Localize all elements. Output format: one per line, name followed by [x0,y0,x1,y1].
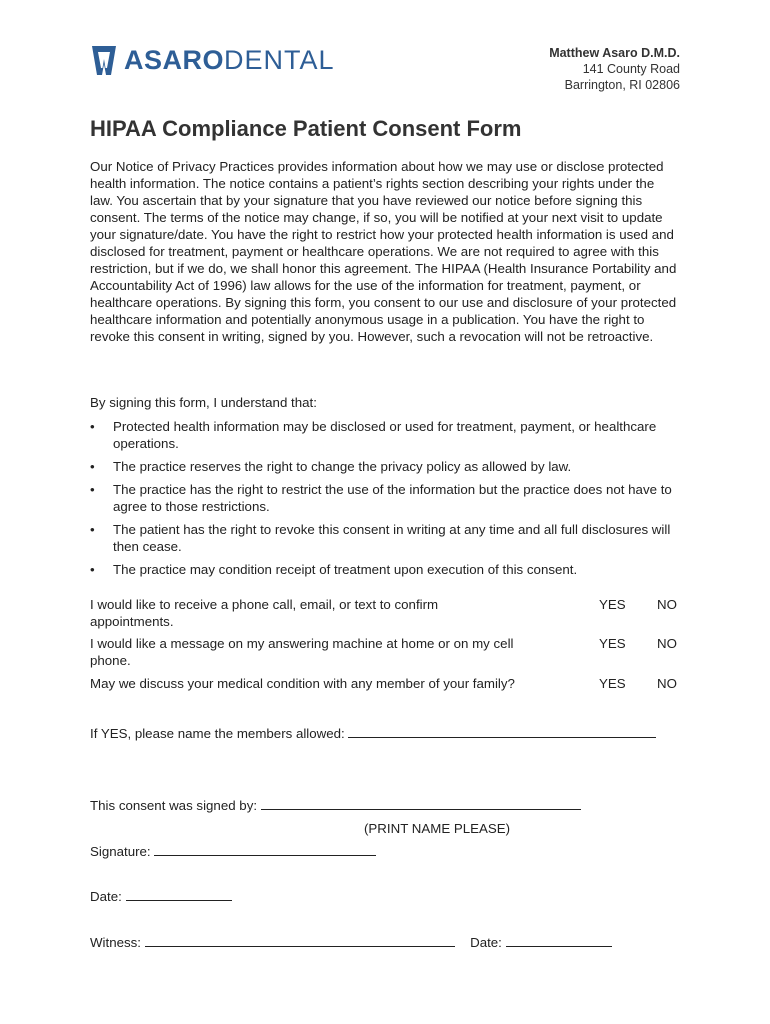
list-item [90,561,680,578]
bullet-marker: • [90,459,95,474]
date-row [90,888,232,905]
witness-label: Witness: [90,935,141,950]
yes-option[interactable]: YES [599,597,626,612]
question-text: I would like to receive a phone call, email, or text to confirm appointments. [90,597,439,629]
logo-bold-text: ASARO [124,45,225,75]
no-option[interactable]: NO [657,676,677,691]
logo-light-text: DENTAL [224,45,335,75]
signature-label: Signature: [90,844,151,859]
city-state-zip: Barrington, RI 02806 [564,78,680,92]
logo-wordmark [124,44,335,76]
date-label: Date: [90,889,122,904]
question-discuss-family [90,675,680,692]
witness-date-label: Date: [470,935,502,950]
logo [90,44,335,76]
signed-by-row [90,797,581,814]
list-item-text: The practice reserves the right to change the privacy policy as allowed by law. [113,459,572,474]
yes-option[interactable]: YES [599,636,626,651]
members-allowed-label: If YES, please name the members allowed: [90,726,345,741]
understanding-intro: By signing this form, I understand that: [90,395,317,410]
date-field[interactable] [126,888,232,901]
members-allowed-field[interactable] [348,725,656,738]
list-item-text: The patient has the right to revoke this consent in writing at any time and all full disclosures will then cease. [113,522,671,554]
question-confirm-appointments [90,596,680,630]
question-text: May we discuss your medical condition with any member of your family? [90,676,515,691]
no-option[interactable]: NO [657,636,677,651]
question-answering-machine [90,635,680,669]
signed-by-label: This consent was signed by: [90,798,258,813]
list-item [90,481,680,515]
question-text: I would like a message on my answering machine at home or on my cell phone. [90,636,514,668]
bullet-marker: • [90,562,95,577]
witness-row [90,934,612,951]
members-allowed-row [90,725,656,742]
street-address: 141 County Road [582,62,680,76]
privacy-notice-paragraph: Our Notice of Privacy Practices provides information about how we may use or disclose protected health information. The notice contains a patient’s rights section describing your rights under the law. You ascertain that by your signature that you have reviewed our notice before signing this consent. The terms of the notice may change, if so, you will be notified at your next visit to update your signature/date. You have the right to restrict how your protected health information is used and disclosed for treatment, payment or healthcare operations. We are not required to agree with this restriction, but if we do, we shall honor this agreement. The HIPAA (Health Insurance Portability and Accountability Act of 1996) law allows for the use of the information for treatment, payment, or healthcare operations. By signing this form, you consent to our use and disclosure of your protected healthcare information and potentially anonymous usage in a publication. You have the right to revoke this consent in writing, signed by you. However, such a revocation will not be retroactive. [90,159,677,344]
signed-by-name-field[interactable] [261,797,581,810]
witness-field[interactable] [145,934,455,947]
signature-field[interactable] [154,843,376,856]
list-item [90,418,680,452]
tooth-icon [90,44,118,76]
practice-address [549,45,680,93]
bullet-marker: • [90,482,95,497]
list-item [90,521,680,555]
list-item-text: Protected health information may be disclosed or used for treatment, payment, or healthcare operations. [113,419,657,451]
form-title: HIPAA Compliance Patient Consent Form [90,116,522,141]
no-option[interactable]: NO [657,597,677,612]
print-name-hint: (PRINT NAME PLEASE) [364,821,511,836]
bullet-marker: • [90,522,95,537]
understanding-list [90,418,680,584]
signature-row [90,843,376,860]
witness-date-field[interactable] [506,934,612,947]
list-item [90,458,680,475]
list-item-text: The practice may condition receipt of treatment upon execution of this consent. [113,562,578,577]
doctor-name: Matthew Asaro D.M.D. [549,46,680,60]
list-item-text: The practice has the right to restrict the use of the information but the practice does not have to agree to those restrictions. [113,482,672,514]
bullet-marker: • [90,419,95,434]
yes-option[interactable]: YES [599,676,626,691]
